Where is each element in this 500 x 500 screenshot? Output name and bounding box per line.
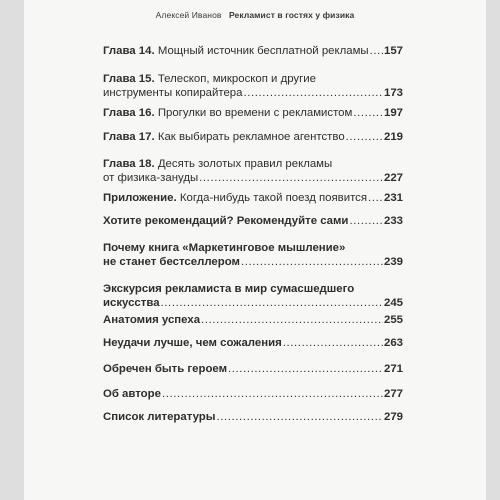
- toc-chapter-label: Глава 14.: [103, 45, 155, 57]
- toc-entry-line: [103, 130, 403, 144]
- toc-page-number: 279: [383, 411, 403, 423]
- toc-entry-line: [103, 241, 403, 255]
- toc-page-number: 233: [383, 215, 403, 227]
- book-page: [24, 0, 486, 500]
- toc-entry: [103, 44, 403, 58]
- toc-title-text: искусства: [103, 297, 160, 309]
- toc-entry: [103, 282, 403, 310]
- toc-entry-line: [103, 86, 403, 100]
- toc-title-text: Хотите рекомендаций? Рекомендуйте сами: [103, 215, 349, 227]
- toc-page-number: 239: [383, 256, 403, 268]
- toc-dot-leader: [346, 130, 383, 144]
- toc-entry-line: [103, 106, 403, 120]
- toc-entry-line: [103, 282, 403, 296]
- toc-title-text: не станет бестселлером: [103, 256, 240, 268]
- toc-entry-line: [103, 362, 403, 376]
- toc-entry-line: [103, 171, 403, 185]
- toc-page-number: 245: [383, 297, 403, 309]
- toc-dot-leader: [370, 44, 383, 58]
- toc-title-text: Как выбирать рекламное агентство: [157, 131, 345, 143]
- toc-dot-leader: [283, 336, 383, 350]
- toc-title-text: Десять золотых правил рекламы: [157, 158, 333, 170]
- toc-dot-leader: [161, 296, 383, 310]
- toc-entry: [103, 313, 403, 327]
- toc-title-text: Почему книга «Маркетинговое мышление»: [103, 242, 346, 254]
- toc-entry: [103, 72, 403, 100]
- toc-title-text: Мощный источник бесплатной рекламы: [157, 45, 369, 57]
- toc-entry-line: [103, 387, 403, 401]
- toc-entry: [103, 191, 403, 205]
- toc-entry: [103, 336, 403, 350]
- toc-dot-leader: [162, 387, 383, 401]
- header-author: Алексей Иванов: [155, 10, 222, 20]
- toc-entry: [103, 387, 403, 401]
- toc-dot-leader: [241, 255, 383, 269]
- toc-dot-leader: [201, 313, 383, 327]
- toc-entry-line: [103, 255, 403, 269]
- running-header: [24, 10, 486, 20]
- toc-chapter-label: Глава 15.: [103, 73, 155, 85]
- toc-title-text: Прогулки во времени с рекламистом: [157, 107, 353, 119]
- toc-entry: [103, 241, 403, 269]
- toc-dot-leader: [199, 171, 383, 185]
- toc-page-number: 271: [383, 363, 403, 375]
- toc-title-text: Список литературы: [103, 411, 216, 423]
- toc-entry-line: [103, 191, 403, 205]
- toc-entry-line: [103, 296, 403, 310]
- toc-page-number: 227: [383, 172, 403, 184]
- toc-title-text: от физика-зануды: [103, 172, 199, 184]
- toc-page-number: 255: [383, 314, 403, 326]
- toc-entry-line: [103, 44, 403, 58]
- toc-entry-line: [103, 313, 403, 327]
- toc-entry: [103, 214, 403, 228]
- toc-page-number: 219: [383, 131, 403, 143]
- toc-page-number: 263: [383, 337, 403, 349]
- toc-entry: [103, 362, 403, 376]
- toc-page-number: 197: [383, 107, 403, 119]
- toc-entry: [103, 410, 403, 424]
- toc-title-text: Неудачи лучше, чем сожаления: [103, 337, 282, 349]
- toc-dot-leader: [349, 214, 383, 228]
- header-book-title: Рекламист в гостях у физика: [228, 10, 355, 20]
- toc-dot-leader: [368, 191, 383, 205]
- toc-page-number: 173: [383, 87, 403, 99]
- toc-entry-line: [103, 72, 403, 86]
- toc-page-number: 231: [383, 192, 403, 204]
- toc-title-text: Об авторе: [103, 388, 161, 400]
- toc-dot-leader: [216, 410, 383, 424]
- toc-entry-line: [103, 336, 403, 350]
- toc-entry-line: [103, 214, 403, 228]
- toc-title-text: Экскурсия рекламиста в мир сумасшедшего: [103, 283, 355, 295]
- toc-chapter-label: Приложение.: [103, 192, 177, 204]
- toc-entry: [103, 106, 403, 120]
- toc-title-text: Обречен быть героем: [103, 363, 228, 375]
- toc-dot-leader: [243, 86, 383, 100]
- toc-title-text: Телескоп, микроскоп и другие: [157, 73, 316, 85]
- toc-chapter-label: Глава 18.: [103, 158, 155, 170]
- toc-entry-line: [103, 410, 403, 424]
- toc-title-text: Анатомия успеха: [103, 314, 201, 326]
- toc-chapter-label: Глава 16.: [103, 107, 155, 119]
- toc-entry: [103, 157, 403, 185]
- toc-dot-leader: [228, 362, 383, 376]
- toc-entry-line: [103, 157, 403, 171]
- toc-title-text: Когда-нибудь такой поезд появится: [179, 192, 368, 204]
- toc-title-text: инструменты копирайтера: [103, 87, 243, 99]
- toc-chapter-label: Глава 17.: [103, 131, 155, 143]
- toc-entry: [103, 130, 403, 144]
- toc-page-number: 157: [383, 45, 403, 57]
- toc-page-number: 277: [383, 388, 403, 400]
- toc-dot-leader: [353, 106, 383, 120]
